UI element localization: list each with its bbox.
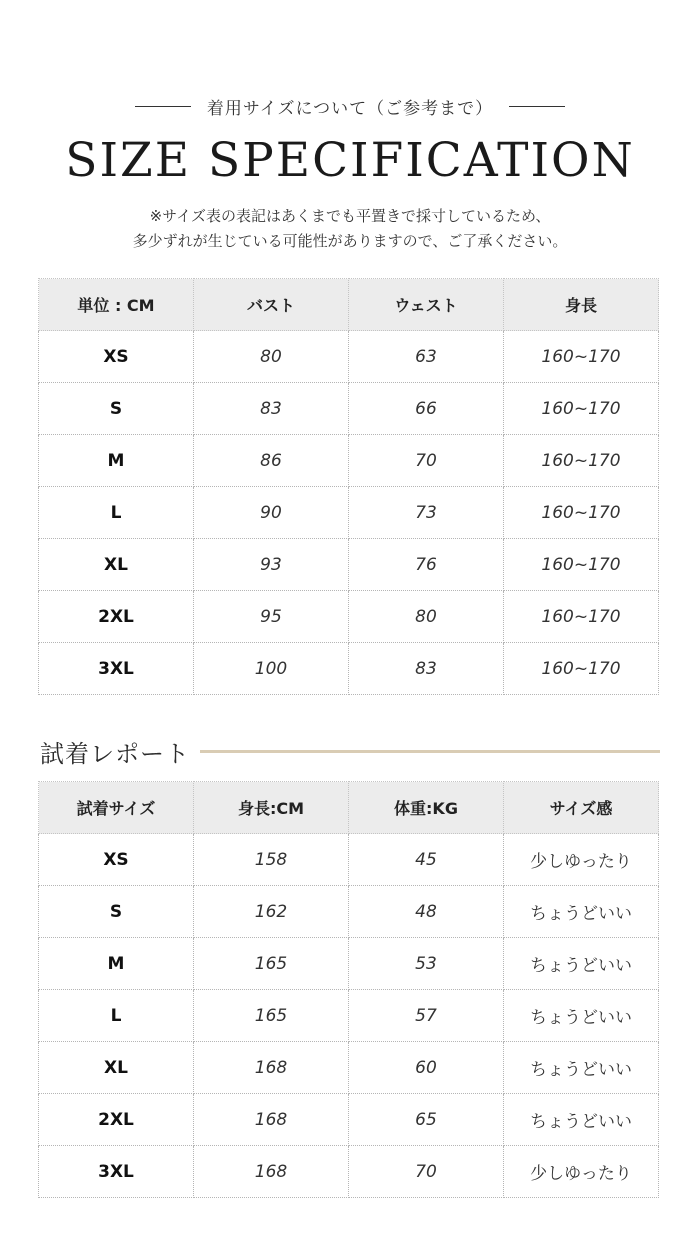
subtitle: 着用サイズについて（ご参考まで） xyxy=(206,98,494,119)
bust-cell: 80 xyxy=(194,331,349,383)
page-title: SIZE SPECIFICATION xyxy=(65,133,635,188)
height-cell: 160~170 xyxy=(504,435,659,487)
height-cell: 160~170 xyxy=(504,643,659,695)
weight-cell: 60 xyxy=(349,1042,504,1094)
waist-cell: 76 xyxy=(349,539,504,591)
table-row xyxy=(39,834,659,886)
height-cell: 168 xyxy=(194,1146,349,1198)
header-height: 身長 xyxy=(504,279,659,331)
height-cell: 165 xyxy=(194,990,349,1042)
size-cell: 2XL xyxy=(39,1094,194,1146)
bust-cell: 86 xyxy=(194,435,349,487)
bust-cell: 95 xyxy=(194,591,349,643)
bust-cell: 83 xyxy=(194,383,349,435)
fitting-report-table xyxy=(38,781,659,1198)
report-title-rule xyxy=(200,750,660,753)
fit-cell: ちょうどいい xyxy=(504,886,659,938)
bust-cell: 93 xyxy=(194,539,349,591)
height-cell: 160~170 xyxy=(504,539,659,591)
height-cell: 160~170 xyxy=(504,331,659,383)
size-cell: S xyxy=(39,886,194,938)
table-row xyxy=(39,990,659,1042)
header-weight: 体重:KG xyxy=(349,782,504,834)
size-note-line-2: 多少ずれが生じている可能性がありますので、ご了承ください。 xyxy=(132,232,568,250)
subtitle-row xyxy=(0,92,700,120)
fit-cell: ちょうどいい xyxy=(504,938,659,990)
height-cell: 165 xyxy=(194,938,349,990)
fit-cell: 少しゆったり xyxy=(504,1146,659,1198)
table-row xyxy=(39,435,659,487)
bust-cell: 100 xyxy=(194,643,349,695)
report-title: 試着レポート xyxy=(40,739,190,768)
header-bust: バスト xyxy=(194,279,349,331)
height-cell: 162 xyxy=(194,886,349,938)
size-cell: L xyxy=(39,990,194,1042)
size-table-header-row xyxy=(39,279,659,331)
report-heading xyxy=(40,735,660,767)
size-cell: 2XL xyxy=(39,591,194,643)
table-row xyxy=(39,591,659,643)
bust-cell: 90 xyxy=(194,487,349,539)
header-try-size: 試着サイズ xyxy=(39,782,194,834)
height-cell: 160~170 xyxy=(504,487,659,539)
subtitle-right-rule xyxy=(509,106,565,107)
size-note xyxy=(0,204,700,254)
weight-cell: 65 xyxy=(349,1094,504,1146)
size-cell: XL xyxy=(39,1042,194,1094)
size-cell: S xyxy=(39,383,194,435)
weight-cell: 70 xyxy=(349,1146,504,1198)
table-row xyxy=(39,1042,659,1094)
waist-cell: 80 xyxy=(349,591,504,643)
size-note-line-1: ※サイズ表の表記はあくまでも平置きで採寸しているため、 xyxy=(149,207,551,225)
header-fit: サイズ感 xyxy=(504,782,659,834)
table-row xyxy=(39,1146,659,1198)
report-table-header-row xyxy=(39,782,659,834)
size-cell: 3XL xyxy=(39,1146,194,1198)
table-row xyxy=(39,1094,659,1146)
height-cell: 158 xyxy=(194,834,349,886)
header-unit: 単位 : CM xyxy=(39,279,194,331)
waist-cell: 63 xyxy=(349,331,504,383)
waist-cell: 73 xyxy=(349,487,504,539)
height-cell: 168 xyxy=(194,1094,349,1146)
fit-cell: ちょうどいい xyxy=(504,1042,659,1094)
header-height: 身長:CM xyxy=(194,782,349,834)
size-cell: M xyxy=(39,435,194,487)
fit-cell: ちょうどいい xyxy=(504,990,659,1042)
table-row xyxy=(39,487,659,539)
waist-cell: 70 xyxy=(349,435,504,487)
weight-cell: 57 xyxy=(349,990,504,1042)
size-cell: XS xyxy=(39,331,194,383)
fit-cell: ちょうどいい xyxy=(504,1094,659,1146)
table-row xyxy=(39,643,659,695)
table-row xyxy=(39,938,659,990)
height-cell: 160~170 xyxy=(504,591,659,643)
height-cell: 160~170 xyxy=(504,383,659,435)
size-cell: M xyxy=(39,938,194,990)
header-waist: ウェスト xyxy=(349,279,504,331)
weight-cell: 45 xyxy=(349,834,504,886)
weight-cell: 48 xyxy=(349,886,504,938)
weight-cell: 53 xyxy=(349,938,504,990)
size-cell: L xyxy=(39,487,194,539)
size-cell: 3XL xyxy=(39,643,194,695)
subtitle-left-rule xyxy=(135,106,191,107)
table-row xyxy=(39,539,659,591)
size-cell: XL xyxy=(39,539,194,591)
waist-cell: 83 xyxy=(349,643,504,695)
waist-cell: 66 xyxy=(349,383,504,435)
table-row xyxy=(39,383,659,435)
height-cell: 168 xyxy=(194,1042,349,1094)
size-table xyxy=(38,278,659,695)
fit-cell: 少しゆったり xyxy=(504,834,659,886)
table-row xyxy=(39,886,659,938)
table-row xyxy=(39,331,659,383)
size-cell: XS xyxy=(39,834,194,886)
